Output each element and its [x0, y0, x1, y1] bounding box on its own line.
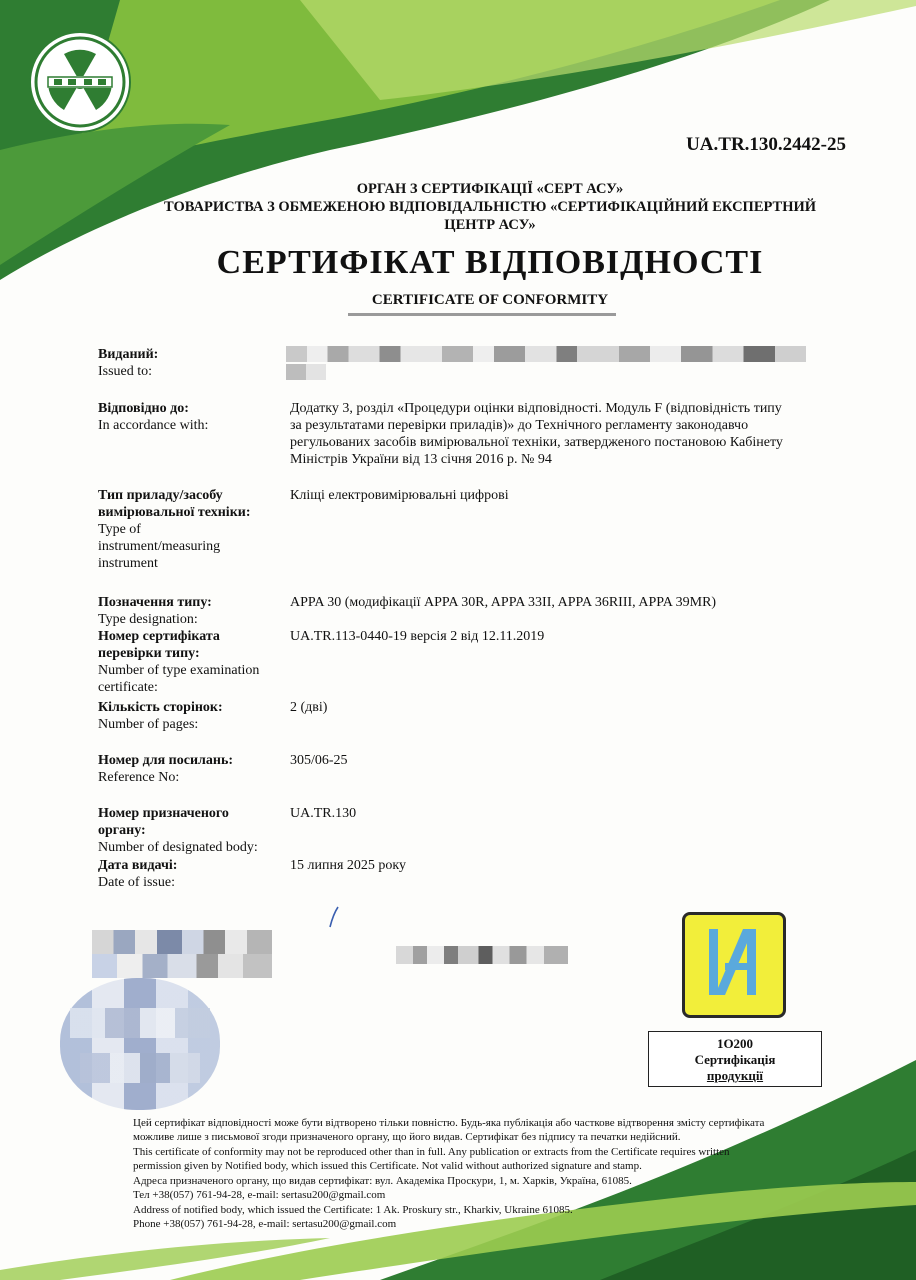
pages-label	[98, 699, 284, 733]
type-designation-value: APPA 30 (модифікації APPA 30R, APPA 33II, APPA 36RIII, APPA 39MR)	[290, 595, 717, 610]
type-exam-cert-value: UA.TR.113-0440-19 версія 2 від 12.11.2019	[290, 629, 545, 644]
type-exam-cert-label-uk-1: Номер сертифіката	[98, 629, 220, 644]
type-designation-label-en: Type designation:	[98, 612, 198, 627]
reference-label	[98, 752, 284, 786]
redacted-recipient	[286, 346, 806, 380]
type-exam-cert-label-en-1: Number of type examination	[98, 663, 260, 678]
mark-caption-1: Сертифікація	[694, 1052, 776, 1067]
signature-stroke	[320, 905, 350, 931]
accordance-label-en: In accordance with:	[98, 418, 209, 433]
accordance-line-3: регульованих засобів вимірювальної техніки, затвердженого постановою Кабінету	[290, 435, 783, 450]
instrument-type-label-uk-1: Тип приладу/засобу	[98, 488, 223, 503]
footer-line-4: permission given by Notified body, which issued this Certificate. Not valid without authorized signature and stamp.	[133, 1160, 642, 1172]
radiation-seal-logo	[28, 30, 132, 134]
footer-line-8: Phone +38(057) 761-94-28, e-mail: sertasu200@gmail.com	[133, 1218, 397, 1230]
designated-body-label-uk-2: органу:	[98, 823, 146, 838]
redacted-signatory-name	[396, 946, 568, 964]
accordance-label	[98, 400, 284, 434]
instrument-type-value: Кліщі електровимірювальні цифрові	[290, 488, 509, 503]
issuer-line-3: ЦЕНТР АСУ»	[444, 217, 536, 233]
redacted-stamp	[60, 978, 220, 1110]
reference-label-en: Reference No:	[98, 770, 180, 785]
designated-body-label-en: Number of designated body:	[98, 840, 258, 855]
issuer-line-2: ТОВАРИСТВА З ОБМЕЖЕНОЮ ВІДПОВІДАЛЬНІСТЮ «СЕРТИФІКАЦІЙНИЙ ЕКСПЕРТНИЙ	[163, 199, 817, 215]
issued-to-label-uk: Виданий:	[98, 347, 159, 362]
pages-label-uk: Кількість сторінок:	[98, 700, 223, 715]
footer-line-3: This certificate of conformity may not be reproduced other than in full. Any publication or extracts from the Certificate requires written	[133, 1146, 730, 1158]
designated-body-value: UA.TR.130	[290, 806, 357, 821]
date-issue-label	[98, 857, 284, 891]
certification-mark	[682, 912, 786, 1018]
ua-conformity-icon	[685, 915, 783, 1015]
designated-body-label	[98, 805, 284, 856]
page-subtitle: CERTIFICATE OF CONFORMITY	[371, 292, 609, 308]
certification-mark-caption	[648, 1031, 822, 1087]
footer-line-7: Address of notified body, which issued the Certificate: 1 Ak. Proskury str., Kharkiv, Ukraine 61085.	[133, 1204, 573, 1216]
mark-code: 1О200	[716, 1036, 754, 1051]
accordance-line-1: Додатку 3, розділ «Процедури оцінки відповідності. Модуль F (відповідність типу	[290, 401, 782, 416]
instrument-type-label-en-3: instrument	[98, 556, 158, 571]
instrument-type-label-en-2: instrument/measuring	[98, 539, 221, 554]
accordance-line-4: Міністрів України від 13 січня 2016 р. № 94	[290, 452, 552, 467]
pages-value: 2 (дві)	[290, 700, 328, 715]
accordance-line-2: за результатами перевірки приладів)» до Технічного регламенту законодавчо	[290, 418, 749, 433]
date-issue-label-uk: Дата видачі:	[98, 858, 178, 873]
redacted-signatory	[92, 930, 272, 978]
footer-line-6: Тел +38(057) 761-94-28, e-mail: sertasu200@gmail.com	[133, 1189, 386, 1201]
type-exam-cert-label-en-2: certificate:	[98, 680, 158, 695]
instrument-type-label-en-1: Type of	[98, 522, 141, 537]
accordance-label-uk: Відповідно до:	[98, 401, 189, 416]
date-issue-label-en: Date of issue:	[98, 875, 175, 890]
type-designation-label	[98, 594, 284, 628]
issued-to-label	[98, 346, 284, 380]
footer-line-1: Цей сертифікат відповідності може бути відтворено тільки повністю. Будь-яка публікація або часткове відтворення змісту сертифіката	[133, 1117, 765, 1129]
type-exam-cert-label-uk-2: перевірки типу:	[98, 646, 200, 661]
designated-body-label-uk-1: Номер призначеного	[98, 806, 229, 821]
instrument-type-label-uk-2: вимірювальної техніки:	[98, 505, 251, 520]
mark-caption-2: продукції	[706, 1068, 764, 1083]
instrument-type-label	[98, 487, 284, 572]
issued-to-label-en: Issued to:	[98, 364, 153, 379]
certificate-number: UA.TR.130.2442-25	[686, 134, 846, 155]
pages-label-en: Number of pages:	[98, 717, 199, 732]
page-title: СЕРТИФІКАТ ВІДПОВІДНОСТІ	[216, 244, 764, 281]
footer-line-5: Адреса призначеного органу, що видав сертифікат: вул. Академіка Проскури, 1, м. Харків, Україна, 61085.	[133, 1175, 632, 1187]
footer-line-2: можливе лише з письмової згоди призначеного органу, що його видав. Сертифікат без підпису та печатки недійсний.	[133, 1131, 681, 1143]
type-designation-label-uk: Позначення типу:	[98, 595, 212, 610]
date-issue-value: 15 липня 2025 року	[290, 858, 407, 873]
reference-value: 305/06-25	[290, 753, 348, 768]
subtitle-underline	[348, 313, 616, 316]
issuer-line-1: ОРГАН З СЕРТИФІКАЦІЇ «СЕРТ АСУ»	[356, 181, 624, 197]
type-exam-cert-label	[98, 628, 284, 696]
reference-label-uk: Номер для посилань:	[98, 753, 234, 768]
accordance-value	[290, 400, 840, 468]
